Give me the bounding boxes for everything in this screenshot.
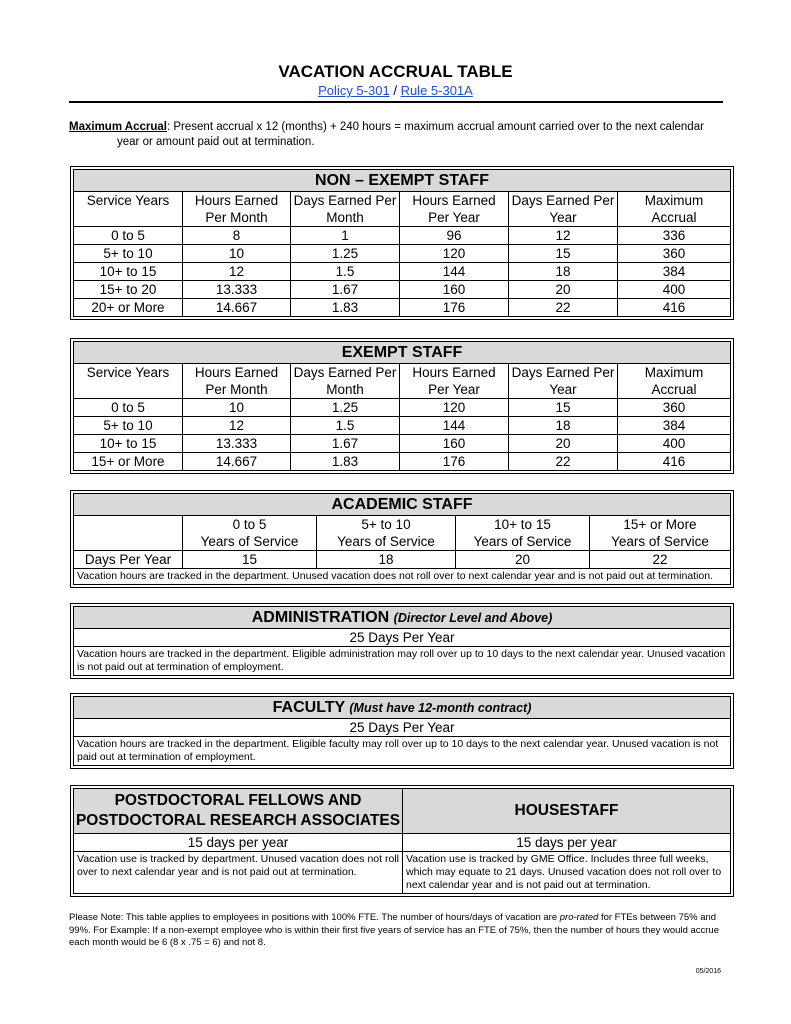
cell: 15 [183, 551, 317, 569]
cell: 18 [317, 551, 456, 569]
footer-note: Please Note: This table applies to employees in positions with 100% FTE. The number of hours/days of vacation are pro-rated for FTEs between 75% and 99%. For Example: If a non-exempt employee who is within their first five years of service has an FTE of 75%, then the number of hours they would accrue each month would be 6 (8 x .75 = 6) and not 8. [69, 912, 720, 948]
rule-link[interactable]: Rule 5-301A [400, 83, 473, 98]
cell: 22 [509, 453, 618, 471]
cell: 400 [618, 281, 731, 299]
cell: 336 [618, 227, 731, 245]
col-days-month: Days Earned Per Month [291, 192, 400, 227]
col-hours-year: Hours Earned Per Year [400, 364, 509, 399]
col-max-accrual: Maximum Accrual [618, 364, 731, 399]
housestaff-days: 15 days per year [403, 834, 731, 852]
administration-title: ADMINISTRATION (Director Level and Above) [74, 607, 731, 629]
cell: 416 [618, 453, 731, 471]
cell: 14.667 [183, 453, 291, 471]
cell: 360 [618, 245, 731, 263]
cell: 20 [509, 435, 618, 453]
cell: 20 [456, 551, 590, 569]
administration-table [73, 606, 731, 676]
column-header-row [74, 516, 731, 551]
max-accrual-text-continued: year or amount paid out at termination. [117, 136, 315, 148]
col-years: 5+ to 10 Years of Service [317, 516, 456, 551]
page-title: VACATION ACCRUAL TABLE [278, 62, 513, 81]
cell: 18 [509, 263, 618, 281]
table-row [74, 299, 731, 317]
cell: 160 [400, 435, 509, 453]
cell: 1.25 [291, 245, 400, 263]
max-accrual-paragraph [69, 120, 724, 150]
cell: 10+ to 15 [74, 435, 183, 453]
housestaff-note: Vacation use is tracked by GME Office. Includes three full weeks, which may equate to 21 days. Unused vacation does not roll over to next calendar year and is not paid out at termination. [403, 852, 731, 894]
cell: 10 [183, 245, 291, 263]
faculty-table-frame [70, 693, 734, 769]
col-service-years: Service Years [74, 192, 183, 227]
cell: 22 [509, 299, 618, 317]
postdoc-housestaff-table [73, 788, 731, 894]
cell: 1.67 [291, 281, 400, 299]
link-separator: / [393, 83, 397, 98]
cell: 120 [400, 245, 509, 263]
cell: 15+ to 20 [74, 281, 183, 299]
cell: 20+ or More [74, 299, 183, 317]
cell: 160 [400, 281, 509, 299]
col-days-month: Days Earned Per Month [291, 364, 400, 399]
col-max-accrual: Maximum Accrual [618, 192, 731, 227]
cell: 360 [618, 399, 731, 417]
cell: 120 [400, 399, 509, 417]
housestaff-title: HOUSESTAFF [403, 789, 731, 834]
policy-link[interactable]: Policy 5-301 [318, 83, 390, 98]
cell: 15 [509, 245, 618, 263]
cell: 144 [400, 417, 509, 435]
table-row [74, 399, 731, 417]
cell: 14.667 [183, 299, 291, 317]
cell: 384 [618, 417, 731, 435]
cell: 1.5 [291, 263, 400, 281]
cell: 400 [618, 435, 731, 453]
row-label: Days Per Year [74, 551, 183, 569]
col-years: 15+ or More Years of Service [590, 516, 731, 551]
administration-days: 25 Days Per Year [74, 629, 731, 647]
faculty-title: FACULTY (Must have 12-month contract) [74, 697, 731, 719]
cell: 1.83 [291, 453, 400, 471]
col-years: 0 to 5 Years of Service [183, 516, 317, 551]
col-hours-month: Hours Earned Per Month [183, 192, 291, 227]
table-row [74, 227, 731, 245]
non-exempt-table [73, 169, 731, 317]
empty-cell [74, 516, 183, 551]
cell: 20 [509, 281, 618, 299]
faculty-note: Vacation hours are tracked in the department. Eligible faculty may roll over up to 10 days to the next calendar year. Unused vacation is not paid out at termination of employment. [74, 737, 731, 766]
academic-table [73, 493, 731, 585]
cell: 1.25 [291, 399, 400, 417]
cell: 416 [618, 299, 731, 317]
postdoc-days: 15 days per year [74, 834, 403, 852]
cell: 18 [509, 417, 618, 435]
header-divider [69, 101, 723, 103]
academic-title: ACADEMIC STAFF [74, 494, 731, 516]
cell: 10 [183, 399, 291, 417]
table-row [74, 435, 731, 453]
faculty-days: 25 Days Per Year [74, 719, 731, 737]
cell: 5+ to 10 [74, 417, 183, 435]
cell: 144 [400, 263, 509, 281]
col-hours-year: Hours Earned Per Year [400, 192, 509, 227]
cell: 22 [590, 551, 731, 569]
cell: 176 [400, 453, 509, 471]
postdoc-title: POSTDOCTORAL FELLOWS AND POSTDOCTORAL RESEARCH ASSOCIATES [74, 789, 403, 834]
table-row [74, 551, 731, 569]
cell: 12 [509, 227, 618, 245]
col-days-year: Days Earned Per Year [509, 192, 618, 227]
cell: 12 [183, 417, 291, 435]
cell: 1.5 [291, 417, 400, 435]
col-days-year: Days Earned Per Year [509, 364, 618, 399]
cell: 15+ or More [74, 453, 183, 471]
max-accrual-label: Maximum Accrual [69, 121, 167, 133]
postdoc-housestaff-frame [70, 785, 734, 897]
cell: 5+ to 10 [74, 245, 183, 263]
table-row [74, 281, 731, 299]
col-hours-month: Hours Earned Per Month [183, 364, 291, 399]
cell: 1.67 [291, 435, 400, 453]
cell: 96 [400, 227, 509, 245]
postdoc-note: Vacation use is tracked by department. Unused vacation does not roll over to next calendar year and is not paid out at termination. [74, 852, 403, 894]
exempt-table-frame [70, 338, 734, 474]
table-row [74, 263, 731, 281]
col-years: 10+ to 15 Years of Service [456, 516, 590, 551]
revision-date: 05/2016 [695, 968, 721, 975]
cell: 13.333 [183, 435, 291, 453]
column-header-row [74, 192, 731, 227]
table-row [74, 453, 731, 471]
cell: 13.333 [183, 281, 291, 299]
cell: 1 [291, 227, 400, 245]
column-header-row [74, 364, 731, 399]
non-exempt-title: NON – EXEMPT STAFF [74, 170, 731, 192]
policy-links [0, 83, 791, 98]
cell: 384 [618, 263, 731, 281]
cell: 15 [509, 399, 618, 417]
cell: 10+ to 15 [74, 263, 183, 281]
non-exempt-table-frame [70, 166, 734, 320]
col-service-years: Service Years [74, 364, 183, 399]
cell: 0 to 5 [74, 399, 183, 417]
exempt-table [73, 341, 731, 471]
cell: 12 [183, 263, 291, 281]
max-accrual-text: : Present accrual x 12 (months) + 240 hours = maximum accrual amount carried over to the next calendar [167, 121, 704, 133]
academic-table-frame [70, 490, 734, 588]
cell: 0 to 5 [74, 227, 183, 245]
cell: 176 [400, 299, 509, 317]
administration-table-frame [70, 603, 734, 679]
cell: 8 [183, 227, 291, 245]
exempt-title: EXEMPT STAFF [74, 342, 731, 364]
cell: 1.83 [291, 299, 400, 317]
academic-note: Vacation hours are tracked in the department. Unused vacation does not roll over to next calendar year and is not paid out at termination. [74, 569, 731, 585]
table-row [74, 245, 731, 263]
faculty-table [73, 696, 731, 766]
administration-note: Vacation hours are tracked in the department. Eligible administration may roll over up to 10 days to the next calendar year. Unused vacation is not paid out at termination of employment. [74, 647, 731, 676]
table-row [74, 417, 731, 435]
